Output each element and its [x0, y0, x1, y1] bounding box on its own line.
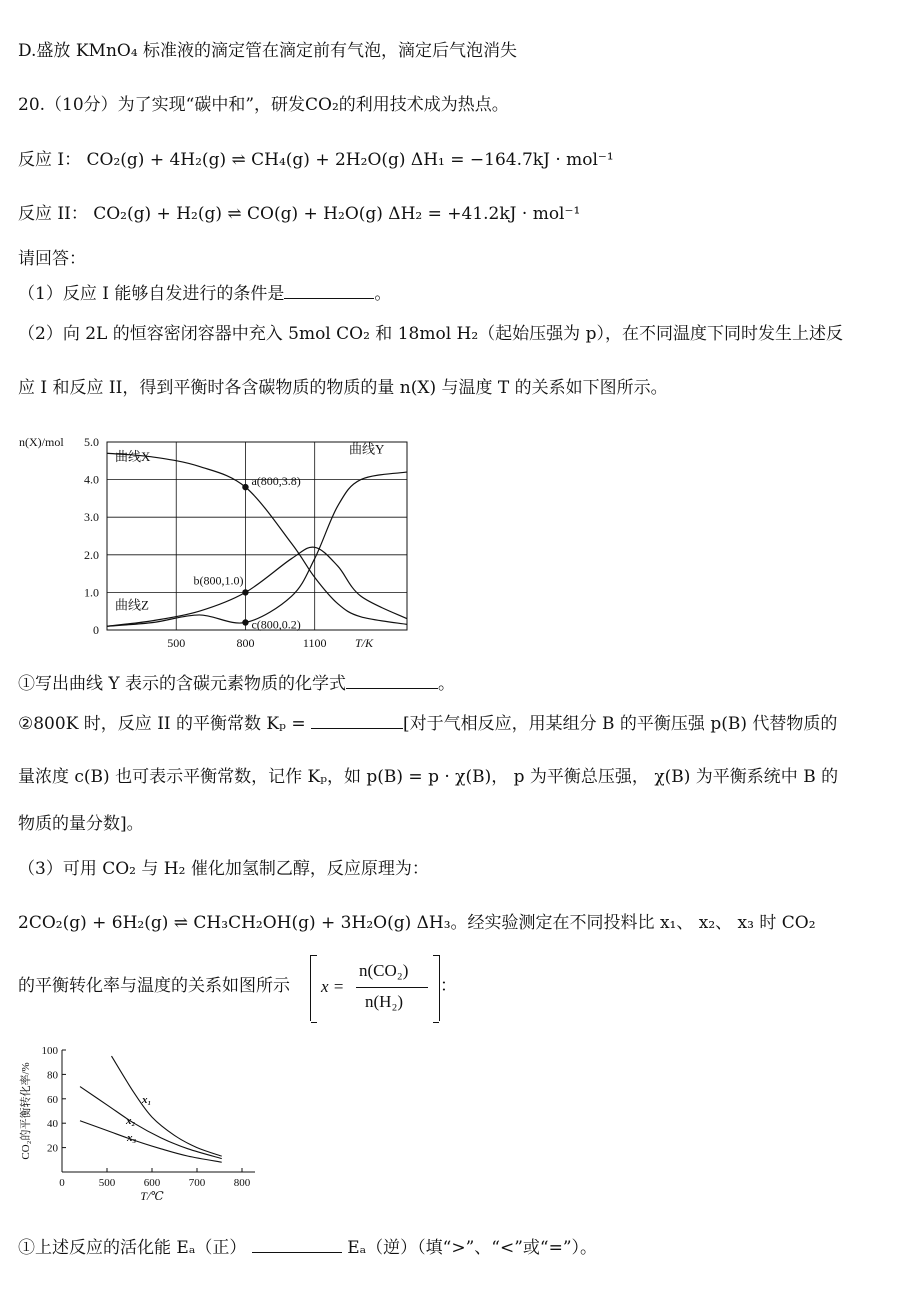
answer-blank-4[interactable]	[252, 1236, 342, 1253]
chart2-ytick-label: 80	[47, 1069, 58, 1082]
q2-sub1	[18, 672, 455, 695]
fraction-bar	[356, 987, 428, 988]
chart2-series-name-3: x₃	[127, 1132, 137, 1144]
q3-sub1	[18, 1236, 597, 1259]
q1	[18, 282, 391, 305]
chart2-series-name-2: x₂	[126, 1115, 136, 1127]
chart1-series-line-2	[107, 472, 407, 626]
please-answer: 请回答：	[18, 249, 86, 269]
chart1-ytick-label: 4.0	[84, 472, 99, 487]
chart1-ytick-label: 3.0	[84, 510, 99, 525]
q2-sub2-line2: 量浓度 c(B) 也可表示平衡常数，记作 Kₚ，如 p(B) = p · χ(B)， p 为平衡总压强， χ(B) 为平衡系统中 B 的	[18, 767, 839, 787]
reaction-2: 反应 II： CO₂(g) + H₂(g) ⇌ CO(g) + H₂O(g) ΔH₂ = +41.2kJ · mol⁻¹	[18, 204, 581, 224]
q3-sub1-end: Eₐ（逆）（填“>”、“<”或“=”）。	[347, 1238, 598, 1258]
chart2-xtick-label: 700	[188, 1177, 206, 1189]
chart2-ytick-label: 60	[47, 1093, 58, 1106]
chart1-annotation-2: b(800,1.0)	[193, 573, 244, 588]
chart1-point-2	[242, 589, 248, 595]
ratio-x: x =	[321, 977, 345, 996]
q1-end: 。	[374, 284, 392, 304]
q2-sub2-line3: 物质的量分数]。	[18, 814, 144, 834]
chart1-frame	[107, 442, 407, 630]
chart1-xtick-label: 1100	[302, 636, 327, 650]
q3-chart-intro: 的平衡转化率与温度的关系如图所示	[18, 976, 290, 996]
chart1-annotation-3: c(800,0.2)	[251, 617, 301, 632]
chart1-ytick-label: 1.0	[84, 585, 99, 600]
chart2-series	[80, 1056, 222, 1162]
chart2-series-name-1: x₁	[142, 1094, 152, 1106]
chart1-point-1	[242, 484, 248, 490]
answer-blank-1[interactable]	[284, 282, 374, 299]
q3-sub1-text: ①上述反应的活化能 Eₐ（正）	[18, 1238, 247, 1258]
chart1-xtick-label: 800	[236, 636, 255, 650]
chart2-xlabel: T/℃	[140, 1189, 164, 1200]
chart1-xtick-label: 500	[167, 636, 186, 650]
chart1-series-name-2: 曲线Y	[349, 441, 385, 457]
chart2-xtick-label: 800	[233, 1177, 251, 1189]
q2-line2: 应 I 和反应 II，得到平衡时各含碳物质的物质的量 n(X) 与温度 T 的关系如下图所示。	[18, 378, 668, 398]
chart1-series-line-3	[107, 547, 407, 626]
answer-blank-3[interactable]	[311, 712, 403, 729]
chart1-xlabel: T/K	[355, 636, 374, 650]
chart1-series-name-1: 曲线X	[115, 448, 151, 464]
chart1-ytick-label: 0	[93, 623, 99, 637]
chart2-xtick-label: 500	[98, 1177, 116, 1189]
question-20-title: 20.（10分）为了实现“碳中和”，研发CO₂的利用技术成为热点。	[18, 95, 509, 115]
chart1-grid	[107, 442, 407, 630]
chart2-xtick-label: 0	[59, 1177, 65, 1189]
q3-chart-intro-end: ：	[440, 976, 457, 996]
ratio-numerator: n(CO₂)	[359, 961, 409, 980]
chart1-series-name-3: 曲线Z	[115, 597, 149, 613]
chart1-ytick-label: 2.0	[84, 547, 99, 562]
q2-sub2-text: ②800K 时，反应 II 的平衡常数 Kₚ =	[18, 714, 306, 734]
chart2-series-line-3	[80, 1121, 222, 1162]
q3-reaction: 2CO₂(g) + 6H₂(g) ⇌ CH₃CH₂OH(g) + 3H₂O(g) ΔH₃。经实验测定在不同投料比 x₁、 x₂、 x₃ 时 CO₂	[18, 913, 816, 933]
chart-nx-vs-t	[15, 430, 415, 655]
chart1-ytick-label: 5.0	[84, 435, 99, 449]
q3-intro: （3）可用 CO₂ 与 H₂ 催化加氢制乙醇，反应原理为：	[18, 859, 429, 879]
chart2-ylabel: CO₂的平衡转化率/%	[20, 1062, 32, 1160]
q1-text: （1）反应 I 能够自发进行的条件是	[18, 284, 285, 304]
chart1-ylabel: n(X)/mol	[19, 435, 64, 449]
chart-co2-conversion	[15, 1040, 275, 1200]
q2-sub1-text: ①写出曲线 Y 表示的含碳元素物质的化学式	[18, 674, 347, 694]
chart2-axes	[62, 1050, 255, 1172]
chart1-point-3	[242, 619, 248, 625]
chart2-ytick-label: 40	[47, 1118, 58, 1131]
q2-sub1-end: 。	[438, 674, 456, 694]
q2-sub2-note: [对于气相反应，用某组分 B 的平衡压强 p(B) 代替物质的	[403, 714, 838, 734]
chart2-ytick-label: 100	[41, 1045, 58, 1057]
chart2-ytick-label: 20	[47, 1142, 58, 1155]
q2-line1: （2）向 2L 的恒容密闭容器中充入 5mol CO₂ 和 18mol H₂（起始压强为 p），在不同温度下同时发生上述反	[18, 324, 843, 344]
chart2-labels	[18, 1045, 251, 1200]
q2-sub2	[18, 712, 837, 735]
reaction-1: 反应 I： CO₂(g) + 4H₂(g) ⇌ CH₄(g) + 2H₂O(g) ΔH₁ = −164.7kJ · mol⁻¹	[18, 150, 614, 170]
option-d: D.盛放 KMnO₄ 标准液的滴定管在滴定前有气泡，滴定后气泡消失	[18, 41, 518, 61]
ratio-formula	[310, 955, 440, 1021]
ratio-denominator: n(H₂)	[365, 992, 404, 1011]
chart2-xtick-label: 600	[143, 1177, 161, 1189]
chart1-annotation-1: a(800,3.8)	[251, 474, 301, 489]
answer-blank-2[interactable]	[346, 672, 438, 689]
